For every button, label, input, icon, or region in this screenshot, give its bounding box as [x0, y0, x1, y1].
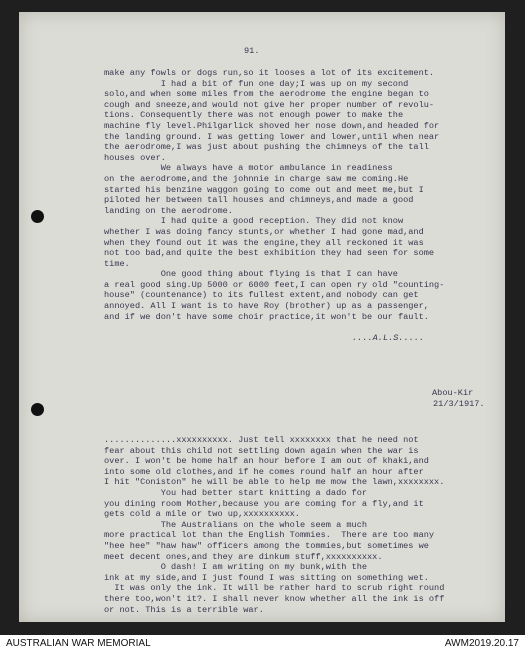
archive-footer [0, 635, 525, 653]
letter-page [19, 12, 505, 622]
punch-hole [31, 210, 44, 223]
letter-place: Abou-Kir [432, 388, 474, 398]
letter-body-part-2: ..............xxxxxxxxxx. Just tell xxxxxxxx that he need not fear about this child not settling down again when the war is over. I won't be home half an hour before I am out of khaki,and into some old clothes,and if he comes round half an hour after I hit "Coniston" he will be able to help me mow the lawn,xxxxxxxx. You had better start knitting a dado for you dining room Mother,because you are coming for a fly,and it gets cold a mile or two up,xxxxxxxxxx. The Australians on the whole seem a much more practical lot than the English Tommies. There are too many "hee hee" "haw haw" officers among the tommies,but sometimes we meet decent ones,and they are dinkum stuff,xxxxxxxxxx. O dash! I am writing on my bunk,with the ink at my side,and I just found I was sitting on something wet. It was only the ink. It will be rather hard to scrub right round there too,won't it?. I shall never know whether all the ink is off or not. This is a terrible war. [104, 435, 445, 615]
letter-date: 21/3/1917. [433, 399, 485, 409]
catalogue-number: AWM2019.20.17 [444, 638, 519, 649]
signature: ....A.L.S..... [352, 333, 425, 343]
institution-name: AUSTRALIAN WAR MEMORIAL [6, 638, 151, 649]
punch-hole [31, 403, 44, 416]
page-number: 91. [244, 46, 260, 56]
letter-body-part-1: make any fowls or dogs run,so it looses a lot of its excitement. I had a bit of fun one day;I was up on my second solo,and when some miles from the aerodrome the engine began to cough and sneeze,and would not give her proper number of revolu- tions. Consequently there was not enough power to make the machine fly level.Philgarlick shoved her nose down,and headed for the landing ground. I was getting lower and lower,until when near the aerodrome,I was just about pushing the chimneys of the tall houses over. We always have a motor ambulance in readiness on the aerodrome,and the johnnie in charge saw me coming.He started his benzine waggon going to come out and meet me,but I piloted her between tall houses and chimneys,and made a good landing on the aerodrome. I had quite a good reception. They did not know whether I was doing fancy stunts,or whether I had gone mad,and when they found out it was the engine,they all reckoned it was not too bad,and quite the best exhibition they had seen for some time. One good thing about flying is that I can have a real good sing.Up 5000 or 6000 feet,I can open ry old "counting- house" (countenance) to its fullest extent,and nobody can get annoyed. All I want is to have Roy (brother) up as a passenger, and if we don't have some choir practice,it won't be our fault. [104, 68, 445, 322]
